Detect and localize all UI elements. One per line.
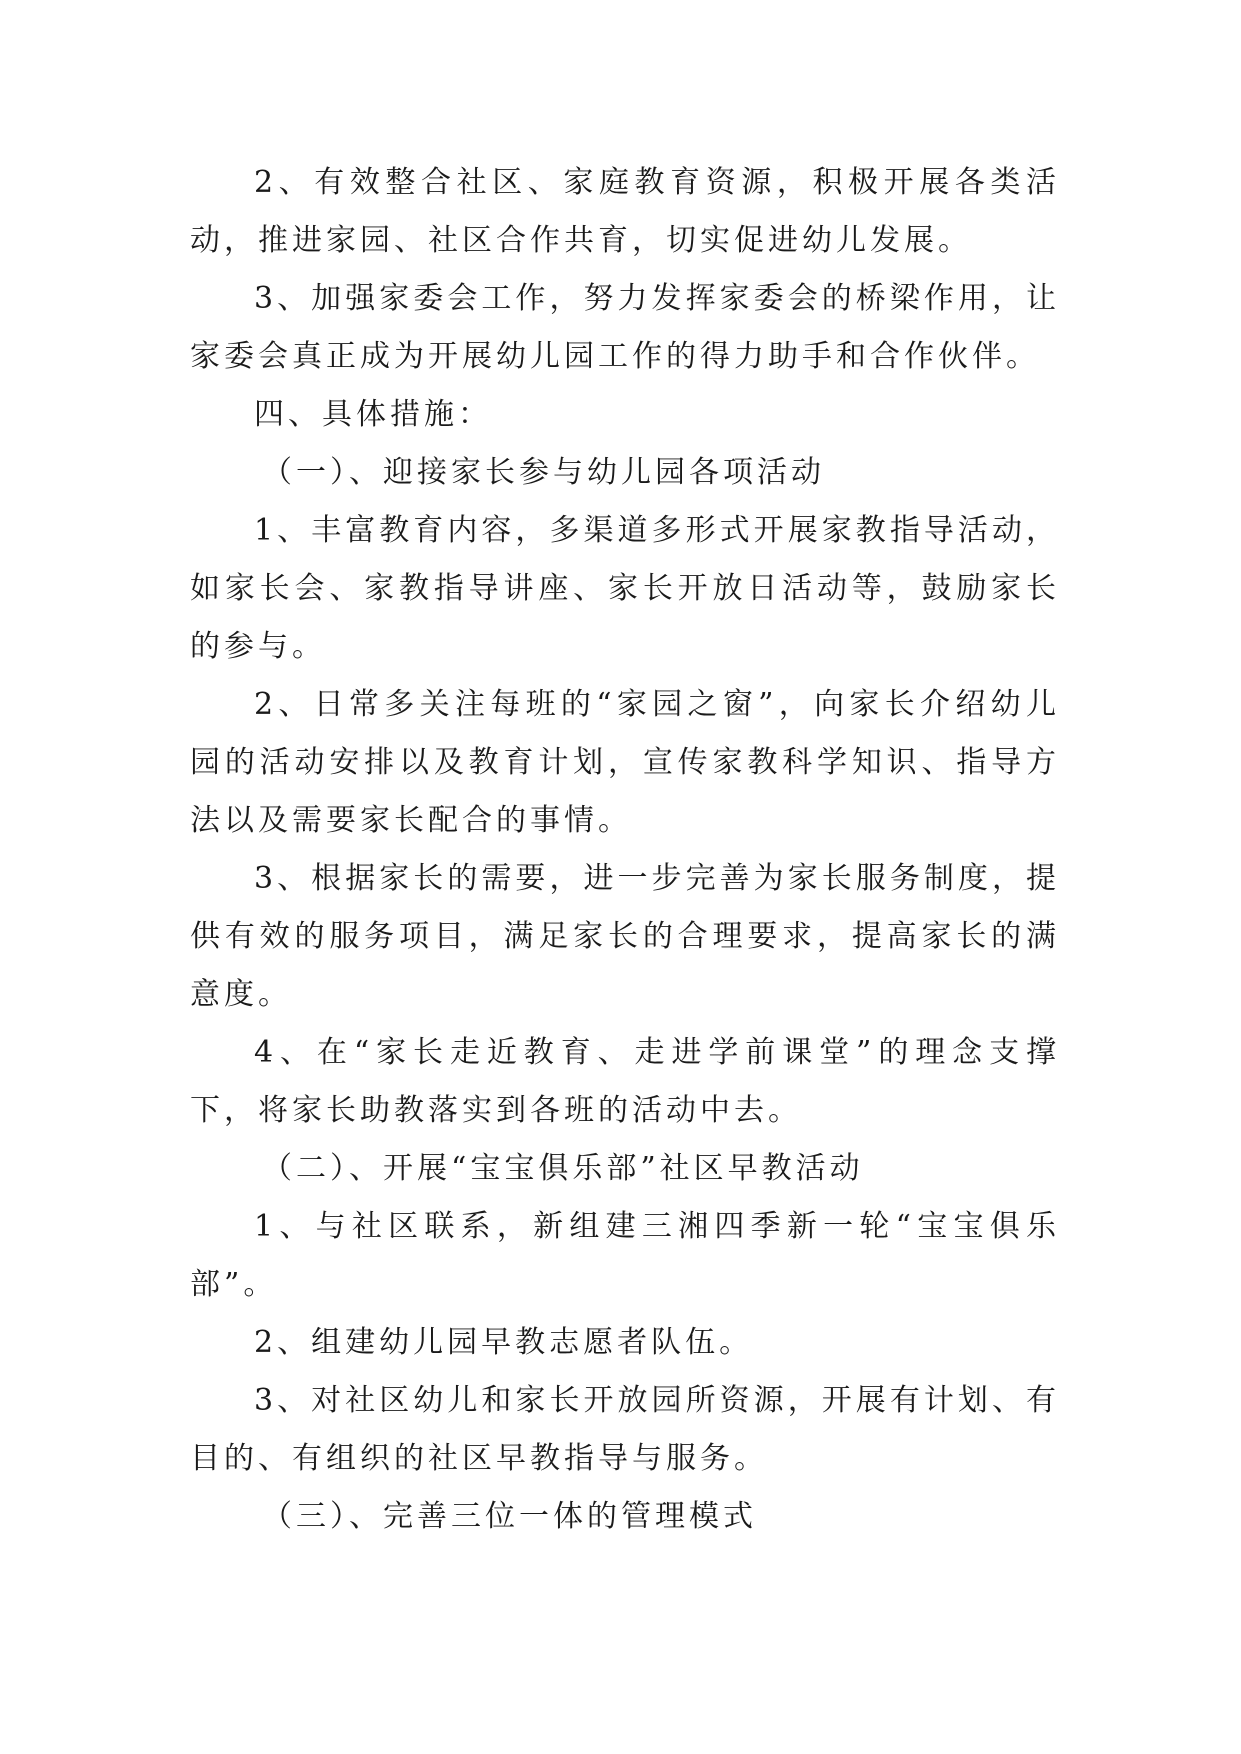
paragraph-measure-1-3: 3、根据家长的需要，进一步完善为家长服务制度，提供有效的服务项目，满足家长的合理要求，提高家长的满意度。 (190, 861, 1060, 1012)
paragraph-measure-1-2: 2、日常多关注每班的“家园之窗”，向家长介绍幼儿园的活动安排以及教育计划，宣传家教科学知识、指导方法以及需要家长配合的事情。 (190, 687, 1060, 838)
subsection-heading-3: （三）、完善三位一体的管理模式 (262, 1499, 757, 1534)
paragraph-measure-2-3: 3、对社区幼儿和家长开放园所资源，开展有计划、有目的、有组织的社区早教指导与服务。 (190, 1383, 1060, 1476)
subsection-heading-2: （二）、开展“宝宝俱乐部”社区早教活动 (262, 1151, 864, 1186)
paragraph-goal-2: 2、有效整合社区、家庭教育资源，积极开展各类活动，推进家园、社区合作共育，切实促进幼儿发展。 (190, 165, 1060, 258)
subsection-heading-1: （一）、迎接家长参与幼儿园各项活动 (262, 455, 825, 490)
paragraph-measure-1-1: 1、丰富教育内容，多渠道多形式开展家教指导活动，如家长会、家教指导讲座、家长开放日活动等，鼓励家长的参与。 (190, 513, 1060, 664)
section-heading-measures: 四、具体措施： (254, 397, 492, 432)
paragraph-measure-1-4: 4、在“家长走近教育、走进学前课堂”的理念支撑下，将家长助教落实到各班的活动中去。 (190, 1035, 1060, 1128)
paragraph-measure-2-1: 1、与社区联系，新组建三湘四季新一轮“宝宝俱乐部”。 (190, 1209, 1060, 1302)
document-page (190, 154, 1060, 1546)
paragraph-measure-2-2: 2、组建幼儿园早教志愿者队伍。 (254, 1325, 754, 1360)
paragraph-goal-3: 3、加强家委会工作，努力发挥家委会的桥梁作用，让家委会真正成为开展幼儿园工作的得力助手和合作伙伴。 (190, 281, 1060, 374)
